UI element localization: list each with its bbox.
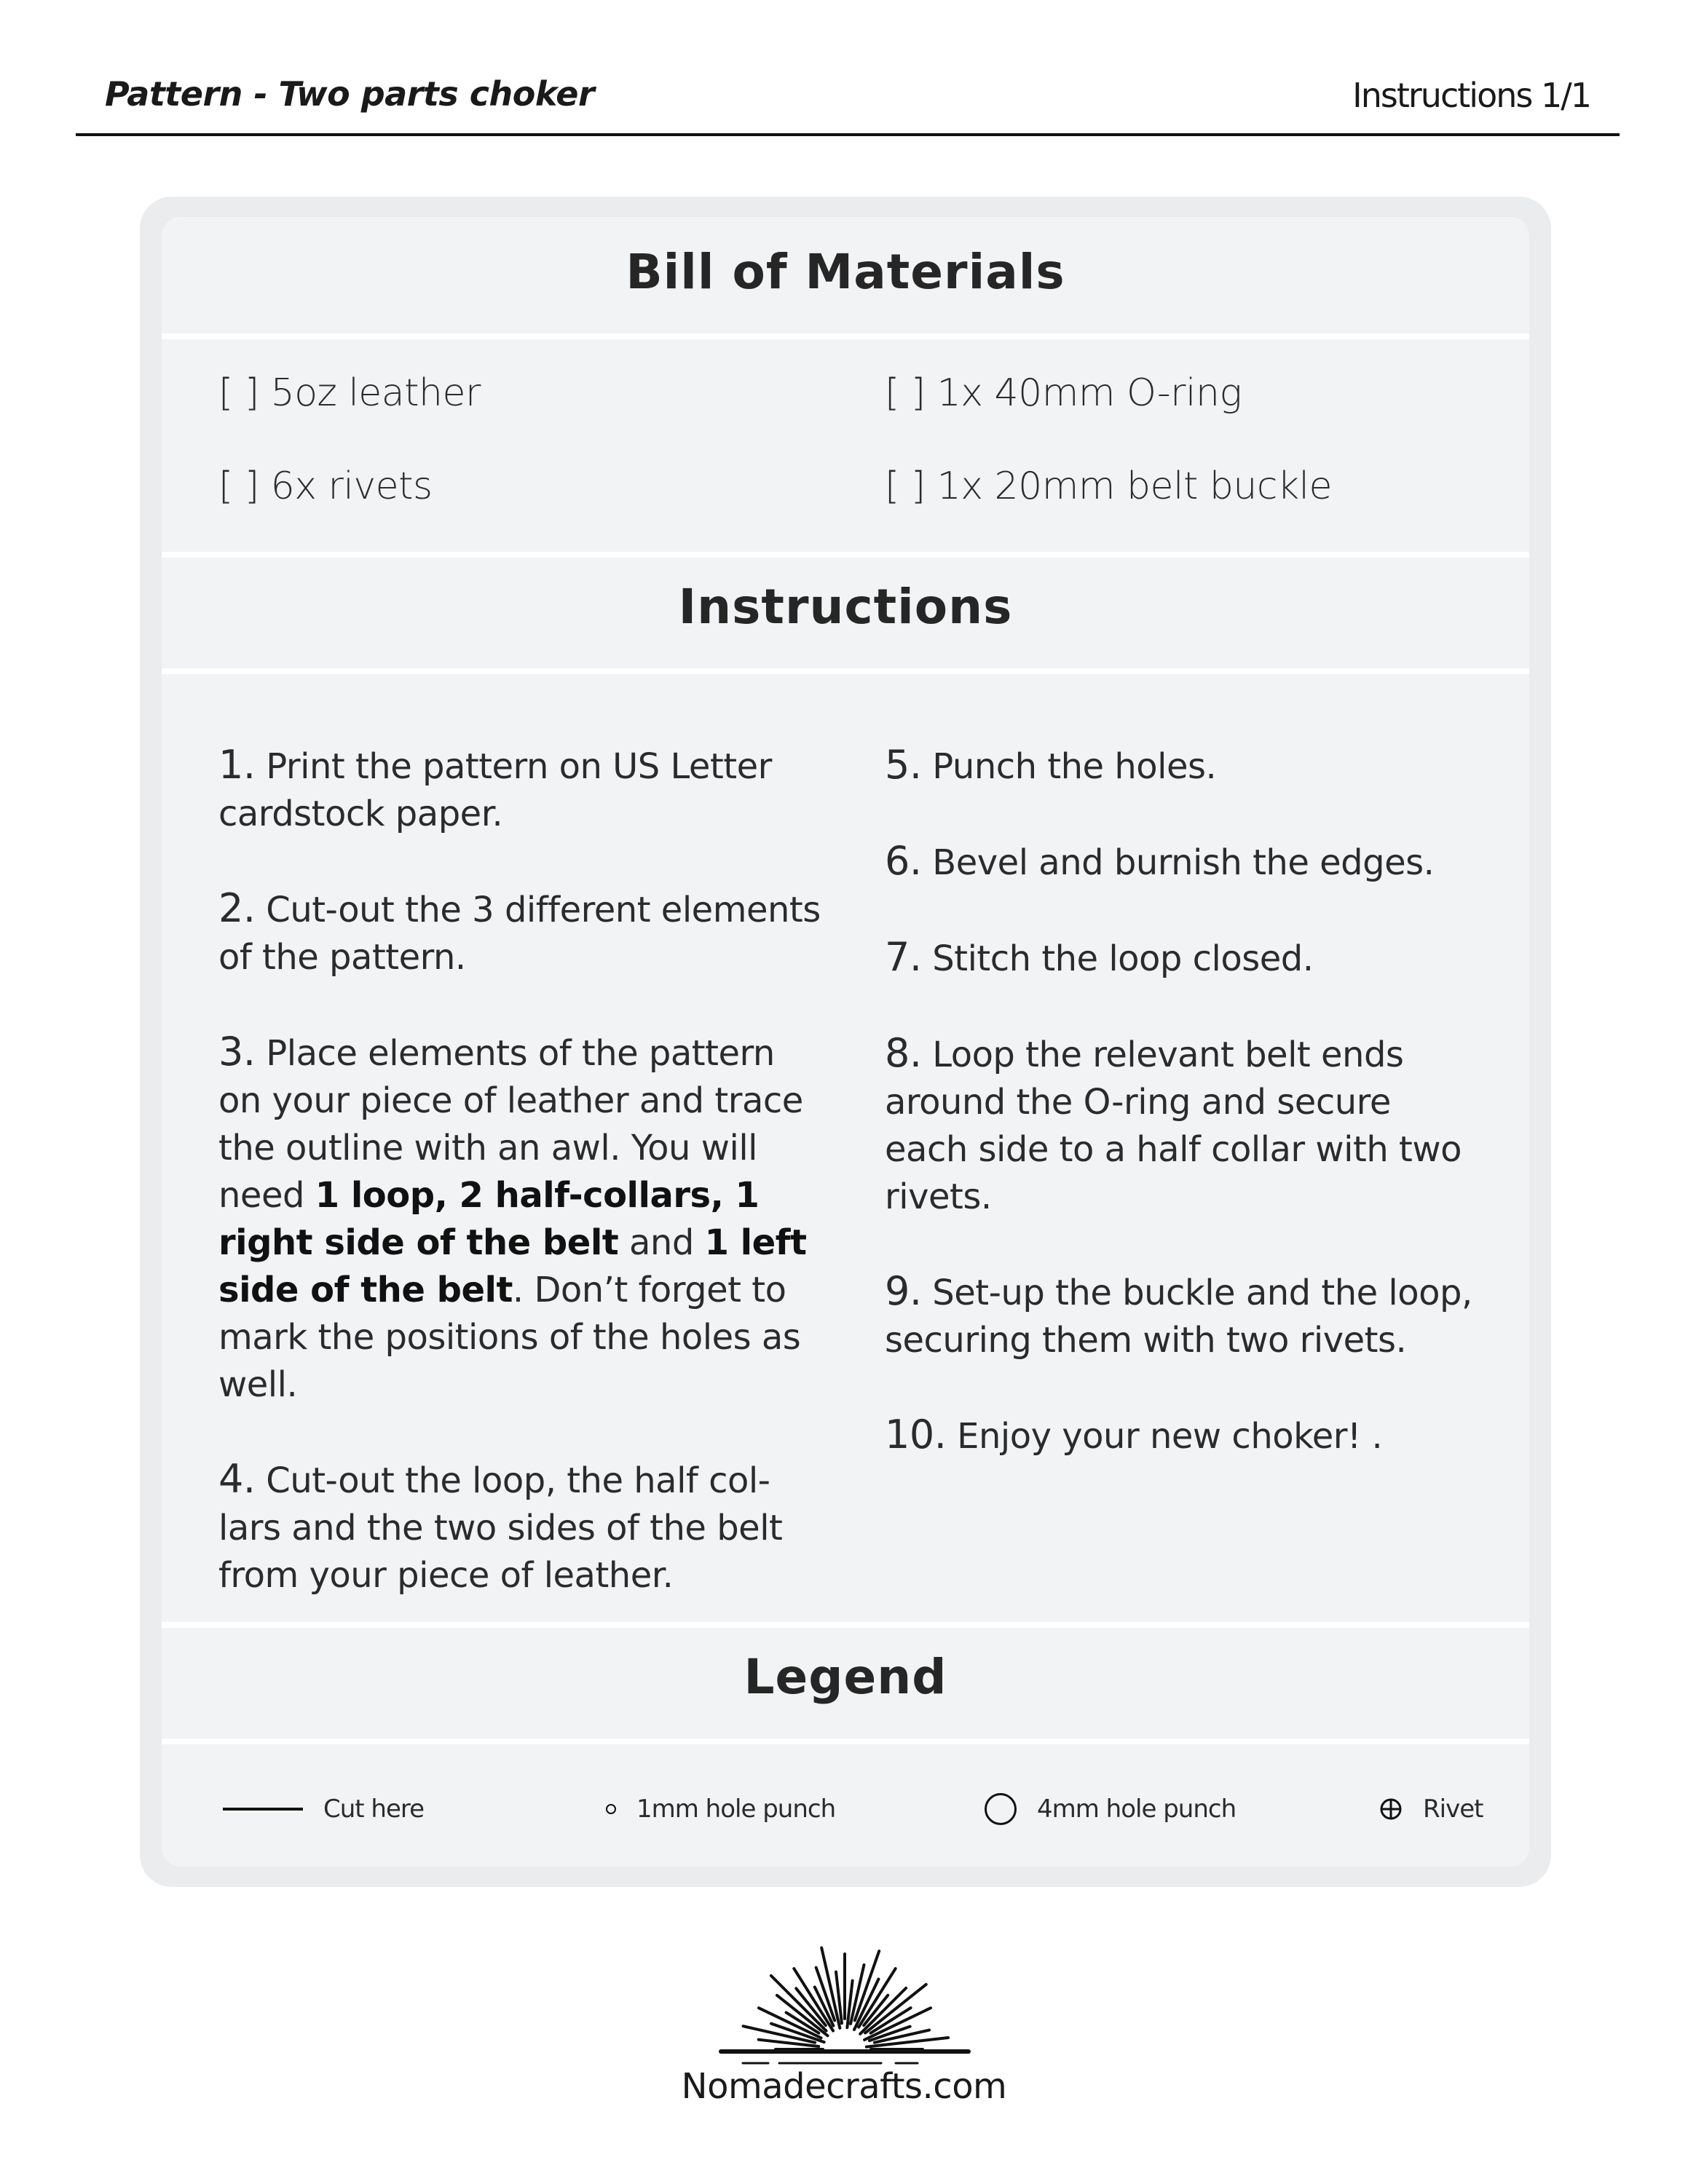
legend-label: 4mm hole punch (1037, 1795, 1237, 1824)
legend-item (223, 1787, 424, 1831)
step-number: 4. (218, 1456, 256, 1502)
step-text-bold: 1 left side of the belt (218, 1222, 807, 1310)
legend-item (985, 1787, 1236, 1831)
step-number: 2. (218, 885, 256, 931)
instructions-title: Instructions (678, 579, 1013, 635)
step-text: Place elements of the pattern on your piece of leather and trace the outline with an awl. You will need (218, 1033, 803, 1216)
step-text: Punch the holes. (932, 746, 1217, 787)
step-item (885, 837, 1482, 887)
step-number: 7. (885, 934, 922, 980)
legend-label: Cut here (323, 1795, 425, 1824)
instructions-right-column (885, 741, 1482, 1507)
step-text: Stitch the loop closed. (932, 938, 1314, 979)
bom-item: [ ] 5oz leather (218, 371, 481, 415)
logo-ray (860, 1988, 906, 2034)
logo-ray (771, 1976, 827, 2031)
large-hole-icon (985, 1793, 1017, 1825)
header-divider (76, 133, 1620, 136)
page-info: Instructions 1/1 (1352, 76, 1590, 115)
step-item (885, 1267, 1482, 1364)
step-number: 3. (218, 1029, 256, 1075)
legend-label: 1mm hole punch (636, 1795, 836, 1824)
step-item (885, 933, 1482, 983)
step-text: Loop the relevant belt ends around the O-ring and secure each side to a half collar with two rivets. (885, 1034, 1462, 1217)
step-text-bold: 1 loop, 2 half-collars, 1 right side of the belt (218, 1175, 760, 1263)
page-header (76, 70, 1620, 135)
step-number: 9. (885, 1268, 922, 1314)
instructions-left-column (218, 741, 823, 1646)
rivet-icon (1379, 1797, 1403, 1821)
footer-site: Nomadecrafts.com (681, 2066, 1007, 2107)
step-text: Cut-out the loop, the half col-lars and the two sides of the belt from your piece of leather. (218, 1460, 783, 1596)
step-item (218, 1028, 823, 1409)
step-text: . Don’t forget to mark the positions of the holes as well. (218, 1270, 801, 1405)
bom-item: [ ] 6x rivets (218, 464, 433, 508)
step-text: Print the pattern on US Letter cardstock paper. (218, 746, 772, 834)
divider (162, 668, 1529, 674)
step-text: Cut-out the 3 different elements of the pattern. (218, 890, 821, 978)
legend-title: Legend (744, 1649, 947, 1705)
step-item (218, 1455, 823, 1599)
step-item (885, 1411, 1482, 1460)
step-number: 5. (885, 742, 922, 788)
pattern-title: Pattern - Two parts choker (105, 74, 595, 114)
step-item (218, 741, 823, 838)
divider (162, 552, 1529, 558)
step-text: and (618, 1222, 705, 1263)
step-number: 6. (885, 838, 922, 884)
step-text: Enjoy your new choker! . (957, 1416, 1383, 1457)
small-hole-icon (606, 1804, 616, 1814)
step-number: 1. (218, 742, 256, 788)
step-item (885, 741, 1482, 791)
legend-label: Rivet (1423, 1795, 1483, 1824)
legend-item (606, 1787, 835, 1831)
step-item (218, 885, 823, 981)
step-number: 10. (885, 1412, 947, 1457)
step-item (885, 1029, 1482, 1221)
bom-title: Bill of Materials (626, 244, 1065, 300)
cut-line-icon (223, 1808, 303, 1811)
step-text: Set-up the buckle and the loop, securing them with two rivets. (885, 1273, 1472, 1361)
divider (162, 1738, 1529, 1744)
bom-item: [ ] 1x 40mm O-ring (885, 371, 1242, 415)
divider (162, 1622, 1529, 1628)
step-text: Bevel and burnish the edges. (932, 842, 1435, 883)
bom-item: [ ] 1x 20mm belt buckle (885, 464, 1332, 508)
legend-item (1379, 1787, 1483, 1831)
divider (162, 333, 1529, 339)
legend-row (162, 1787, 1529, 1831)
step-number: 8. (885, 1030, 922, 1076)
